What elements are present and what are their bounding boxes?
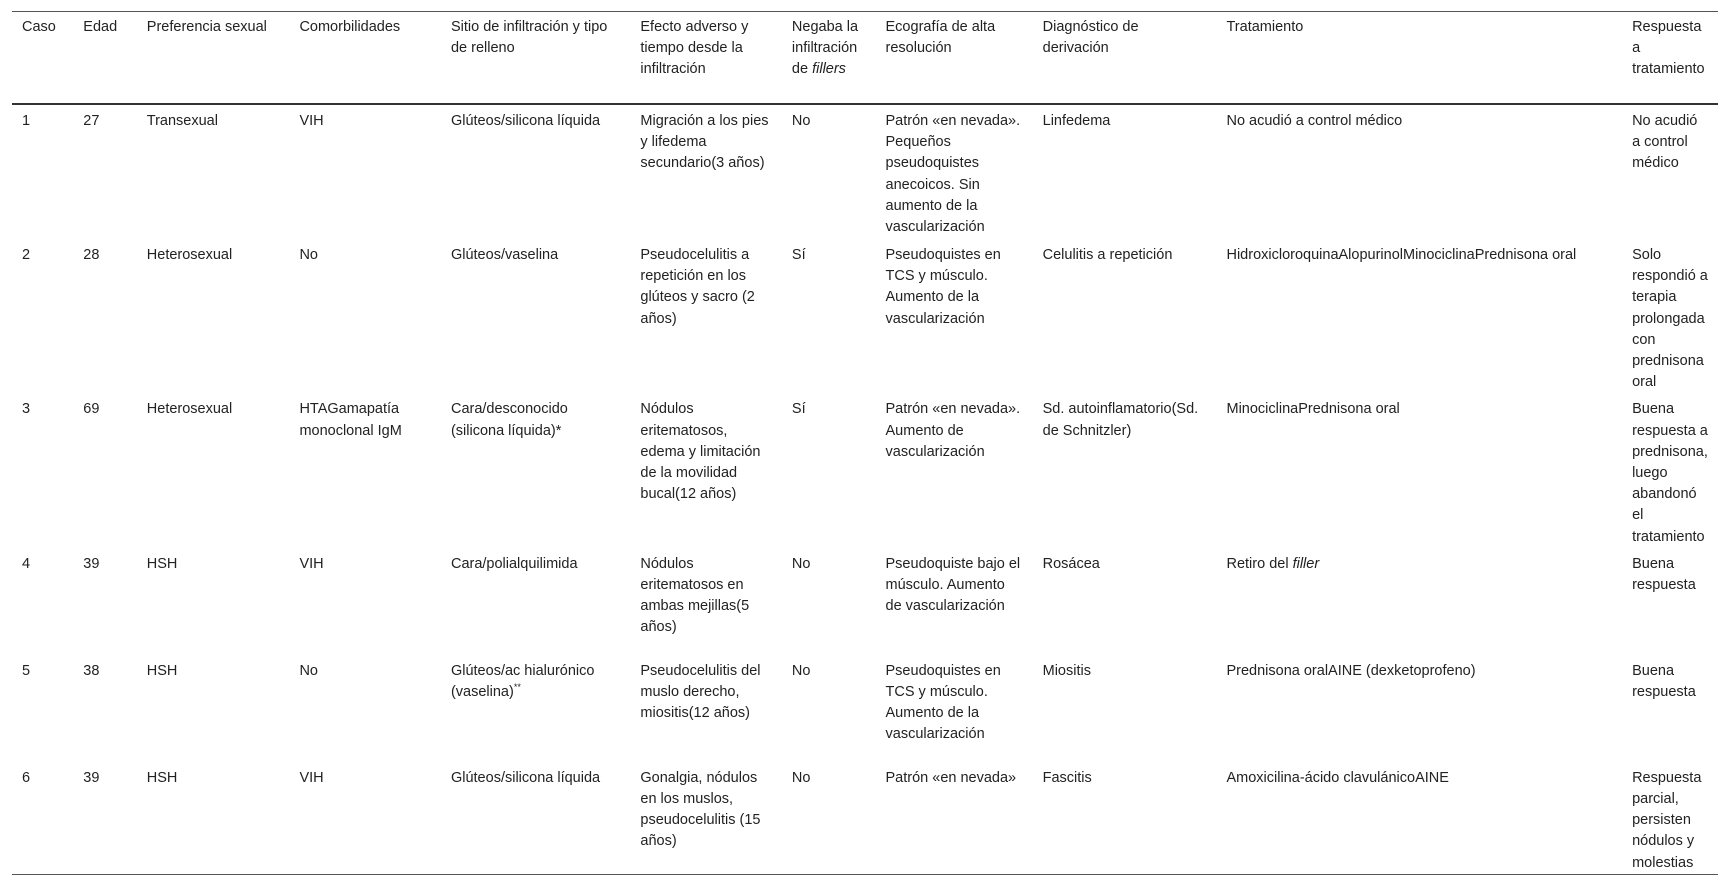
cell-preferencia: Heterosexual — [146, 401, 233, 418]
cell-caso: 2 — [22, 247, 31, 263]
cell-negaba: No — [791, 113, 811, 129]
cell-tratamiento: No acudió a control médico — [1226, 113, 1403, 129]
cell-ecografia: Pseudoquiste bajo el músculo. Aumento de vascularización — [885, 555, 1021, 615]
cell-caso: 4 — [22, 555, 31, 572]
cell-ecografia: Patrón «en nevada» — [885, 769, 1017, 786]
header-efecto: Efecto adverso y tiempo desde la infiltración — [640, 19, 749, 78]
header-caso: Caso — [22, 19, 56, 35]
cell-preferencia: Transexual — [146, 113, 218, 129]
header-tratamiento: Tratamiento — [1226, 19, 1304, 35]
cell-efecto: Nódulos eritematosos en ambas mejillas(5 años) — [640, 555, 750, 636]
header-edad: Edad — [83, 19, 118, 35]
header-diagnostico: Diagnóstico de derivación — [1042, 19, 1139, 57]
cell-efecto: Pseudocelulitis a repetición en los glúteos y sacro (2 años) — [640, 247, 755, 327]
cell-diagnostico: Fascitis — [1042, 769, 1092, 786]
cell-comorbilidades: VIH — [299, 113, 324, 129]
cell-respuesta: Respuesta parcial, persisten nódulos y molestias — [1632, 769, 1702, 871]
cell-negaba: No — [791, 555, 811, 572]
cell-respuesta: No acudió a control médico — [1632, 113, 1698, 172]
cell-sitio: Cara/polialquilimida — [450, 555, 578, 572]
cell-preferencia: Heterosexual — [146, 247, 233, 263]
sitio-text: Glúteos/ac hialurónico (vaselina) — [450, 662, 595, 701]
cell-caso: 3 — [22, 401, 31, 418]
cell-negaba: Sí — [791, 247, 806, 263]
cell-ecografia: Pseudoquistes en TCS y músculo. Aumento de la vascularización — [885, 247, 1001, 327]
header-ecografia: Ecografía de alta resolución — [885, 19, 996, 57]
cell-ecografia: Patrón «en nevada». Pequeños pseudoquistes anecoicos. Sin aumento de la vascularización — [885, 113, 1021, 236]
cell-ecografia: Pseudoquistes en TCS y músculo. Aumento de la vascularización — [885, 662, 1001, 743]
cell-edad: 39 — [83, 769, 100, 786]
cell-edad: 38 — [83, 662, 100, 679]
cell-comorbilidades: No — [299, 247, 318, 263]
cell-sitio — [441, 655, 630, 762]
cell-tratamiento: MinociclinaPrednisona oral — [1226, 401, 1400, 418]
cell-tratamiento: Amoxicilina-ácido clavulánicoAINE — [1226, 769, 1449, 786]
cell-diagnostico: Miositis — [1042, 662, 1091, 679]
table-row — [12, 104, 1718, 239]
header-respuesta: Respuesta a tratamiento — [1632, 19, 1705, 78]
cell-comorbilidades: No — [299, 662, 318, 679]
header-preferencia: Preferencia sexual — [146, 19, 267, 35]
cell-tratamiento: Prednisona oralAINE (dexketoprofeno) — [1226, 662, 1476, 679]
cell-diagnostico: Rosácea — [1042, 555, 1100, 572]
cell-diagnostico: Sd. autoinflamatorio(Sd. de Schnitzler) — [1042, 401, 1199, 439]
cell-negaba: Sí — [791, 401, 806, 418]
cell-respuesta: Buena respuesta — [1632, 555, 1696, 594]
cell-efecto: Migración a los pies y lifedema secundario(3 años) — [640, 113, 769, 172]
header-comorbilidades: Comorbilidades — [299, 19, 401, 35]
table-row — [12, 548, 1718, 655]
cell-edad: 27 — [83, 113, 100, 129]
cell-negaba: No — [791, 662, 811, 679]
cell-comorbilidades: VIH — [299, 555, 324, 572]
header-sitio: Sitio de infiltración y tipo de relleno — [450, 19, 608, 57]
header-row — [12, 12, 1718, 105]
header-negaba — [782, 12, 876, 105]
cell-negaba: No — [791, 769, 811, 786]
cell-preferencia: HSH — [146, 769, 178, 786]
table-row — [12, 655, 1718, 762]
cell-sitio: Glúteos/silicona líquida — [450, 769, 601, 786]
cell-sitio: Glúteos/vaselina — [450, 247, 559, 263]
cell-caso: 5 — [22, 662, 31, 679]
sitio-footnote-mark: ** — [513, 682, 521, 693]
cell-comorbilidades: VIH — [299, 769, 324, 786]
cell-preferencia: HSH — [146, 662, 178, 679]
cell-diagnostico: Celulitis a repetición — [1042, 247, 1173, 263]
cell-comorbilidades: HTAGamapatía monoclonal IgM — [299, 401, 402, 439]
cell-preferencia: HSH — [146, 555, 178, 572]
cell-respuesta: Solo respondió a terapia prolongada con prednisona oral — [1632, 247, 1708, 391]
table-row — [12, 239, 1718, 393]
cell-sitio: Cara/desconocido (silicona líquida)* — [450, 401, 568, 439]
cell-efecto: Pseudocelulitis del muslo derecho, miositis(12 años) — [640, 662, 761, 722]
cell-tratamiento — [1216, 548, 1622, 655]
table-header — [12, 12, 1718, 105]
tratamiento-filler: filler — [1292, 555, 1320, 572]
cell-efecto: Gonalgia, nódulos en los muslos, pseudocelulitis (15 años) — [640, 769, 761, 850]
table-row — [12, 762, 1718, 875]
cell-caso: 6 — [22, 769, 31, 786]
tratamiento-text: Retiro del — [1226, 555, 1293, 572]
cell-respuesta: Buena respuesta a prednisona, luego abandonó el tratamiento — [1632, 401, 1708, 545]
cell-edad: 69 — [83, 401, 100, 418]
cell-diagnostico: Linfedema — [1042, 113, 1111, 129]
table-body — [12, 104, 1718, 874]
cell-efecto: Nódulos eritematosos, edema y limitación de la movilidad bucal(12 años) — [640, 401, 761, 503]
cell-edad: 28 — [83, 247, 100, 263]
cell-caso: 1 — [22, 113, 31, 129]
cell-ecografia: Patrón «en nevada». Aumento de vascularización — [885, 401, 1021, 460]
cell-tratamiento: HidroxicloroquinaAlopurinolMinociclinaPrednisona oral — [1226, 247, 1577, 263]
header-negaba-text: Negaba la infiltración de — [791, 19, 859, 78]
cell-edad: 39 — [83, 555, 100, 572]
cell-respuesta: Buena respuesta — [1632, 662, 1696, 701]
header-negaba-fillers: fillers — [812, 61, 846, 78]
cell-sitio: Glúteos/silicona líquida — [450, 113, 601, 129]
table-row — [12, 393, 1718, 547]
clinical-cases-table — [12, 11, 1718, 875]
